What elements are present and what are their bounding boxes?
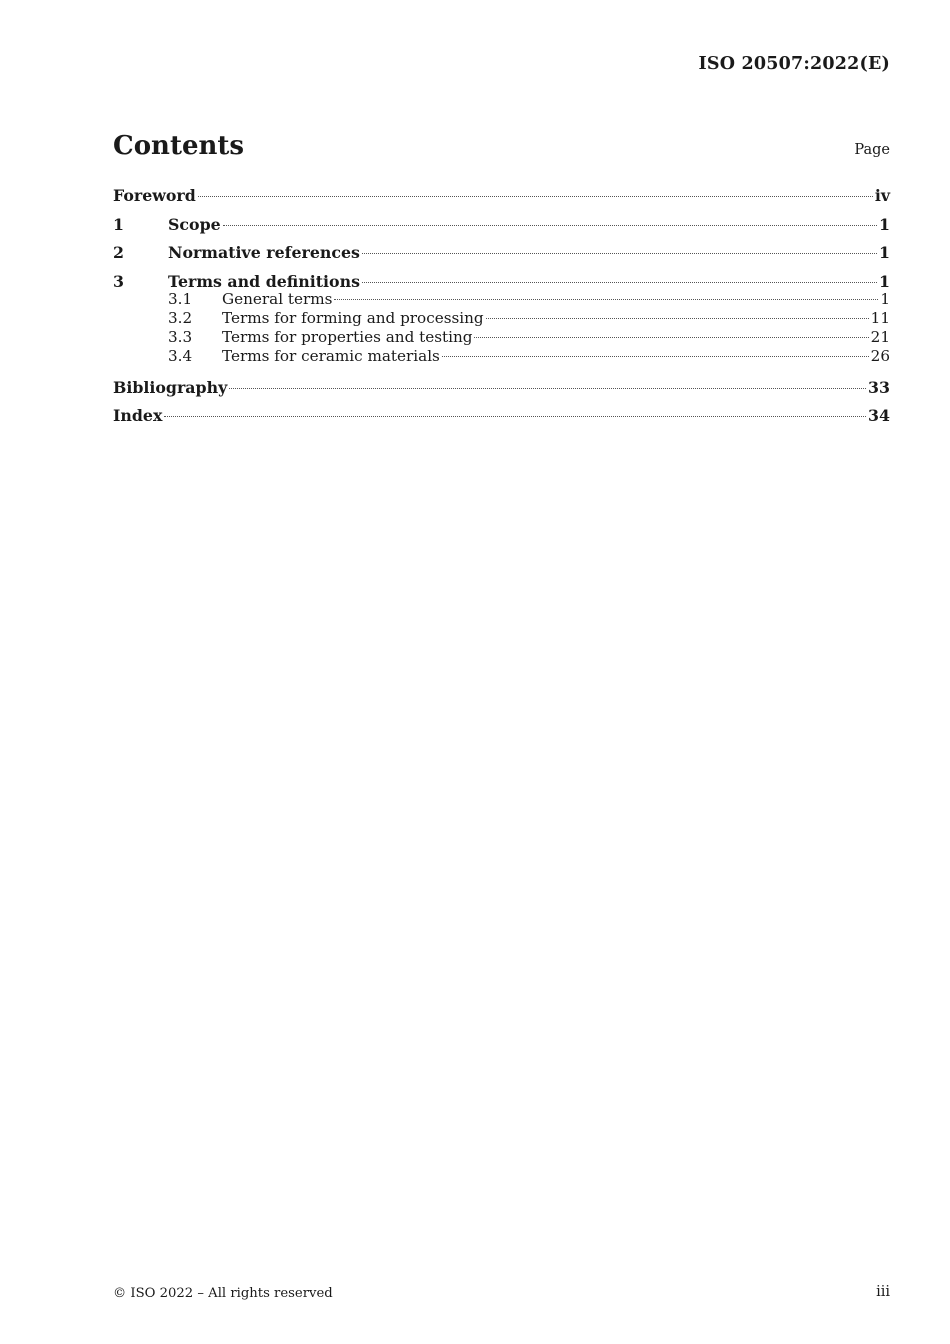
toc-entry-title: General terms	[222, 289, 333, 308]
leader-dots	[223, 225, 877, 226]
toc-entry-number: 3	[113, 271, 124, 291]
contents-title: Contents	[113, 131, 245, 161]
toc-entry-page: 33	[868, 377, 890, 397]
toc-entry-title: Terms and definitions	[168, 271, 360, 291]
toc-entry-page: 21	[870, 328, 890, 347]
toc-entry-foreword[interactable]	[113, 184, 890, 213]
toc-entry-title: Terms for ceramic materials	[222, 347, 440, 366]
toc-entry-bibliography[interactable]	[113, 376, 890, 405]
leader-dots	[362, 253, 877, 254]
leader-dots	[362, 282, 877, 283]
leader-dots	[334, 299, 878, 300]
toc-subentry-forming-and-processing[interactable]	[113, 309, 890, 328]
toc-entry-page: 34	[868, 406, 890, 426]
toc-subentry-ceramic-materials[interactable]	[113, 347, 890, 376]
toc-entry-number: 1	[113, 214, 124, 234]
page-column-label: Page	[854, 142, 890, 158]
table-of-contents	[113, 184, 890, 433]
leader-dots	[486, 318, 869, 319]
leader-dots	[442, 356, 869, 357]
leader-dots	[474, 337, 868, 338]
footer-copyright: © ISO 2022 – All rights reserved	[113, 1286, 333, 1301]
toc-entry-number: 3.4	[168, 347, 193, 366]
leader-dots	[198, 196, 873, 197]
toc-entry-title: Bibliography	[113, 377, 228, 397]
toc-entry-title: Terms for forming and processing	[222, 308, 484, 327]
toc-entry-page: 1	[880, 289, 890, 308]
toc-entry-number: 3.3	[168, 328, 193, 347]
footer-page-number: iii	[876, 1284, 890, 1300]
toc-entry-page: 26	[870, 347, 890, 366]
toc-entry-title: Terms for properties and testing	[222, 328, 473, 347]
toc-entry-page: 11	[870, 308, 890, 327]
toc-entry-terms-and-definitions[interactable]	[113, 270, 890, 290]
toc-subentry-properties-and-testing[interactable]	[113, 328, 890, 347]
toc-entry-title: Foreword	[113, 186, 196, 205]
toc-entry-title: Normative references	[168, 243, 360, 262]
toc-entry-page: iv	[874, 186, 890, 205]
toc-entry-title: Scope	[168, 214, 221, 234]
leader-dots	[164, 416, 866, 417]
toc-entry-scope[interactable]	[113, 213, 890, 242]
toc-entry-index[interactable]	[113, 404, 890, 433]
toc-entry-number: 3.2	[168, 308, 193, 327]
toc-entry-page: 1	[879, 271, 890, 291]
toc-entry-title: Index	[113, 406, 163, 426]
toc-entry-page: 1	[879, 214, 890, 234]
toc-entry-number: 3.1	[168, 289, 193, 308]
toc-entry-page: 1	[879, 243, 890, 262]
toc-subentry-general-terms[interactable]	[113, 290, 890, 309]
toc-entry-normative-references[interactable]	[113, 241, 890, 270]
document-id: ISO 20507:2022(E)	[698, 54, 890, 74]
leader-dots	[229, 388, 866, 389]
toc-entry-number: 2	[113, 243, 124, 262]
